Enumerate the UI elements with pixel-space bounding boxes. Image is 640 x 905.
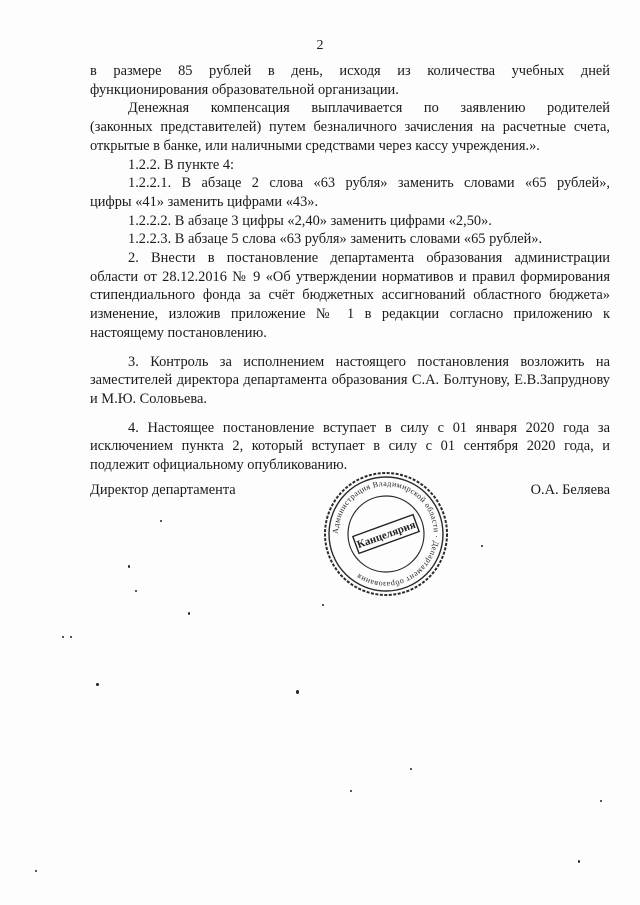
paragraph-line: в размере 85 рублей в день, исходя из количества учебных дней xyxy=(90,63,610,79)
paragraph-line: цифры «41» заменить цифрами «43». xyxy=(90,193,319,210)
paragraph-line: 1.2.2.1. В абзаце 2 слова «63 рубля» заменить словами «65 рублей», xyxy=(128,175,610,192)
paragraph-line: 1.2.2.3. В абзаце 5 слова «63 рубля» заменить словами «65 рублей». xyxy=(128,231,543,248)
signatory-position: Директор департамента xyxy=(90,482,236,498)
scan-speck xyxy=(35,870,37,872)
signatory-name: О.А. Беляева xyxy=(530,482,610,498)
scan-speck xyxy=(600,800,602,802)
scan-speck xyxy=(188,612,190,615)
paragraph-line: 4. Настоящее постановление вступает в силу с 01 января 2020 года за xyxy=(128,419,610,436)
paragraph-line: Денежная компенсация выплачивается по заявлению родителей xyxy=(128,100,610,117)
scan-speck xyxy=(135,590,137,592)
paragraph-line: исключением пункта 2, который вступает в силу с 01 сентября 2020 года, и подлежит официальному опубликованию. xyxy=(90,438,610,474)
document-body xyxy=(90,62,610,475)
scan-speck xyxy=(70,636,72,638)
paragraph-line: 2. Внести в постановление департамента образования администрации xyxy=(128,250,610,267)
scan-speck xyxy=(96,683,99,686)
scan-speck xyxy=(350,790,352,792)
office-stamp xyxy=(322,470,450,598)
stamp-center-text: Канцелярия xyxy=(355,518,418,552)
paragraph-line: заместителей директора департамента образования С.А. Болтунову, Е.В.Запруднову и М.Ю. Соловьева. xyxy=(90,372,610,407)
paragraph-line: области от 28.12.2016 № 9 «Об утверждении нормативов и правил формирования стипендиального фонда за счёт бюджетных ассигнований областного бюджета» изменение, изложив приложение № 1 в редакции согласно приложению к настоящему постановлению. xyxy=(90,268,610,341)
scan-speck xyxy=(481,545,483,547)
scan-speck xyxy=(296,690,299,694)
scan-speck xyxy=(322,604,324,606)
page-number: 2 xyxy=(316,38,324,53)
paragraph-line: 1.2.2.2. В абзаце 3 цифры «2,40» заменить цифрами «2,50». xyxy=(128,212,492,229)
stamp-ring-text: Администрация Владимирской области · Департамент образования xyxy=(330,478,442,590)
paragraph-line: 3. Контроль за исполнением настоящего постановления возложить на xyxy=(128,353,610,370)
paragraph-line: 1.2.2. В пункте 4: xyxy=(128,156,235,173)
paragraph-line: функционирования образовательной организации. xyxy=(90,81,399,98)
scan-speck xyxy=(62,636,64,638)
paragraph-line: (законных представителей) путем безналичного зачисления на расчетные счета, открытые в банке, или наличными средствами через кассу учреждения.». xyxy=(90,119,610,154)
scan-speck xyxy=(578,860,580,863)
scan-speck xyxy=(410,768,412,770)
scan-speck xyxy=(160,520,162,522)
scan-speck xyxy=(128,565,130,568)
